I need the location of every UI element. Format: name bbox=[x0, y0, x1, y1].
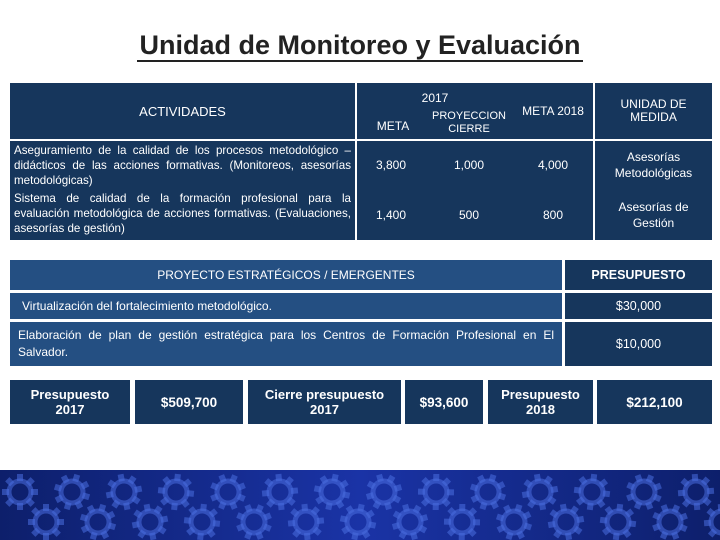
row1-meta: 3,800 bbox=[357, 141, 425, 189]
gear-icon bbox=[2, 474, 38, 510]
gear-icon bbox=[519, 471, 561, 513]
header-actividades: ACTIVIDADES bbox=[10, 83, 355, 139]
header-proyeccion: PROYECCION CIERRE bbox=[432, 110, 506, 135]
gear-icon bbox=[360, 470, 409, 516]
page-title: Unidad de Monitoreo y Evaluación bbox=[139, 30, 581, 60]
gear-icon bbox=[572, 472, 612, 512]
cierre-2017-value: $93,600 bbox=[405, 380, 483, 424]
header-year: 2017 bbox=[421, 91, 449, 105]
header-meta-2018: META 2018 bbox=[513, 83, 593, 139]
row2-meta-2018: 800 bbox=[513, 189, 593, 240]
header-2017 bbox=[357, 83, 513, 139]
presupuesto-2017-label: Presupuesto 2017 bbox=[10, 380, 130, 424]
project-1-name: Virtualización del fortalecimiento metodológico. bbox=[10, 293, 562, 319]
gear-icon bbox=[28, 504, 64, 540]
presupuesto-2018-value: $212,100 bbox=[597, 380, 712, 424]
gear-icon bbox=[205, 470, 252, 515]
projects-header: PROYECTO ESTRATÉGICOS / EMERGENTES bbox=[10, 260, 562, 290]
row1-meta-2018: 4,000 bbox=[513, 141, 593, 189]
presupuesto-2017-value: $509,700 bbox=[135, 380, 243, 424]
gear-icon bbox=[311, 471, 354, 514]
gear-icon bbox=[99, 470, 149, 517]
cierre-2017-label: Cierre presupuesto 2017 bbox=[248, 380, 401, 424]
gear-icon bbox=[598, 502, 638, 540]
header-meta: META bbox=[376, 119, 410, 133]
gear-icon bbox=[260, 472, 299, 511]
row2-meta: 1,400 bbox=[357, 189, 425, 240]
gear-icon bbox=[545, 501, 587, 540]
row1-proyeccion: 1,000 bbox=[425, 141, 513, 189]
activity-1-text: Aseguramiento de la calidad de los procesos metodológico – didácticos de las acciones formativas. (Monitoreos, asesorías metodológicas) bbox=[10, 141, 355, 189]
gear-icon bbox=[286, 502, 325, 540]
gear-icon bbox=[125, 497, 175, 540]
gear-icon-pattern bbox=[0, 470, 720, 540]
activity-2-text: Sistema de calidad de la formación profesional para la evaluación metodológica de acciones formativas. (Evaluaciones, asesorías de gestión) bbox=[10, 189, 355, 240]
footer-banner bbox=[0, 470, 720, 540]
project-2-name: Elaboración de plan de gestión estratégica para los Centros de Formación Profesional en El Salvador. bbox=[10, 322, 562, 366]
gear-icon bbox=[620, 470, 668, 516]
gear-icon bbox=[337, 501, 380, 540]
presupuesto-2018-label: Presupuesto 2018 bbox=[488, 380, 593, 424]
project-2-budget: $10,000 bbox=[565, 322, 712, 366]
header-unidad-medida: UNIDAD DE MEDIDA bbox=[595, 83, 712, 139]
budget-header: PRESUPUESTO bbox=[565, 260, 712, 290]
row2-proyeccion: 500 bbox=[425, 189, 513, 240]
row1-unidad: Asesorías Metodológicas bbox=[595, 141, 712, 189]
row2-unidad: Asesorías de Gestión bbox=[595, 189, 712, 240]
project-1-budget: $30,000 bbox=[565, 293, 712, 319]
